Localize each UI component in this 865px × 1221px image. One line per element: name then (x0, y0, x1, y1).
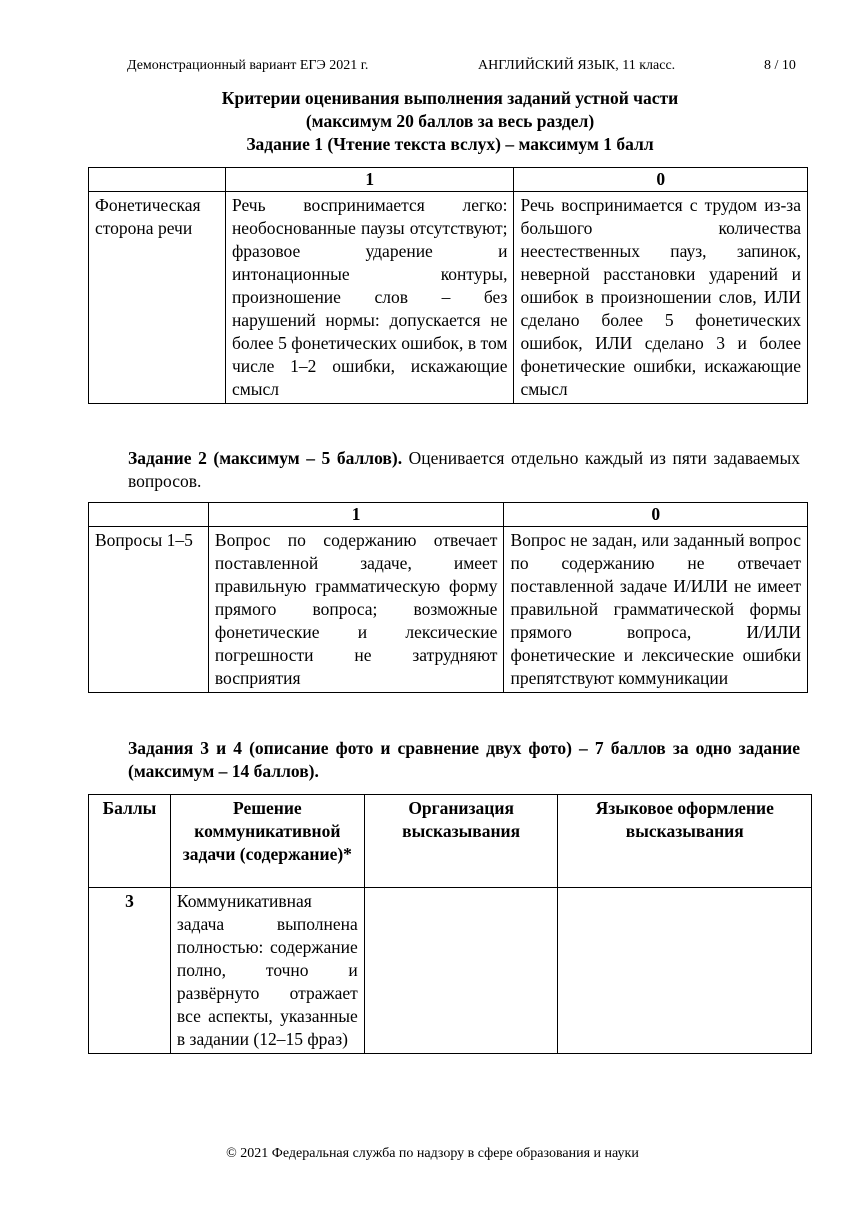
task1-criteria-table (88, 167, 808, 404)
task2-text: Оценивается отдельно каждый из пяти задаваемых вопросов. (128, 448, 800, 491)
table1-empty-header (89, 168, 226, 192)
title-line-2: (максимум 20 баллов за весь раздел) (305, 111, 595, 131)
table1-cell-score-1: Речь воспринимается легко: необоснованные паузы отсутствуют; фразовое ударение и интонационные контуры, произношение слов – без нарушений нормы: допускается не более 5 фонетических ошибок, в том числе 1–2 ошибки, искажающие смысл (225, 192, 514, 404)
table2-row-label: Вопросы 1–5 (89, 527, 209, 693)
table2-cell-score-0: Вопрос не задан, или заданный вопрос по содержанию не отвечает поставленной задаче И/ИЛИ не имеет правильной грамматической формы прямого вопроса, И/ИЛИ фонетические и лексические ошибки препятствуют коммуникации (504, 527, 808, 693)
title-line-1: Критерии оценивания выполнения заданий устной части (221, 88, 679, 108)
table3-header-content: Решение коммуникативной задачи (содержание)* (170, 795, 364, 888)
page-title (88, 87, 812, 156)
task34-criteria-table (88, 794, 812, 1054)
table1-score-0-header: 0 (514, 168, 808, 192)
table1-score-1-header: 1 (225, 168, 514, 192)
table2-cell-score-1: Вопрос по содержанию отвечает поставленной задаче, имеет правильную грамматическую форму прямого вопроса; возможные фонетические и лексические погрешности не затрудняют восприятия (208, 527, 504, 693)
table2-empty-header (89, 503, 209, 527)
table3-header-organization: Организация высказывания (364, 795, 558, 888)
task34-description: Задания 3 и 4 (описание фото и сравнение двух фото) – 7 баллов за одно задание (максимум – 14 баллов). (128, 738, 800, 781)
table3-row-organization (364, 888, 558, 1054)
table2-score-1-header: 1 (208, 503, 504, 527)
table1-row-label: Фонетическая сторона речи (89, 192, 226, 404)
table3-row-content: Коммуникативная задача выполнена полностью: содержание полно, точно и развёрнуто отражает все аспекты, указанные в задании (12–15 фраз) (170, 888, 364, 1054)
table3-row-score: 3 (89, 888, 171, 1054)
table3-row-language (558, 888, 812, 1054)
header-exam-variant: Демонстрационный вариант ЕГЭ 2021 г. (127, 58, 369, 73)
table3-header-language: Языковое оформление высказывания (558, 795, 812, 888)
header-page-number: 8 / 10 (764, 58, 796, 73)
page-footer: © 2021 Федеральная служба по надзору в сфере образования и науки (226, 1146, 639, 1161)
table1-cell-score-0: Речь воспринимается с трудом из-за большого количества неестественных пауз, запинок, неверной расстановки ударений и ошибок в произношении слов, ИЛИ сделано более 5 фонетических ошибок, ИЛИ сделано 3 и более фонетические ошибки, искажающие смысл (514, 192, 808, 404)
task2-criteria-table (88, 502, 808, 693)
table3-header-score: Баллы (89, 795, 171, 888)
header-subject: АНГЛИЙСКИЙ ЯЗЫК, 11 класс. (478, 58, 676, 73)
task2-title: Задание 2 (максимум – 5 баллов). (128, 448, 403, 468)
table2-score-0-header: 0 (504, 503, 808, 527)
title-line-3: Задание 1 (Чтение текста вслух) – максимум 1 балл (246, 134, 654, 154)
task2-description (128, 447, 800, 493)
